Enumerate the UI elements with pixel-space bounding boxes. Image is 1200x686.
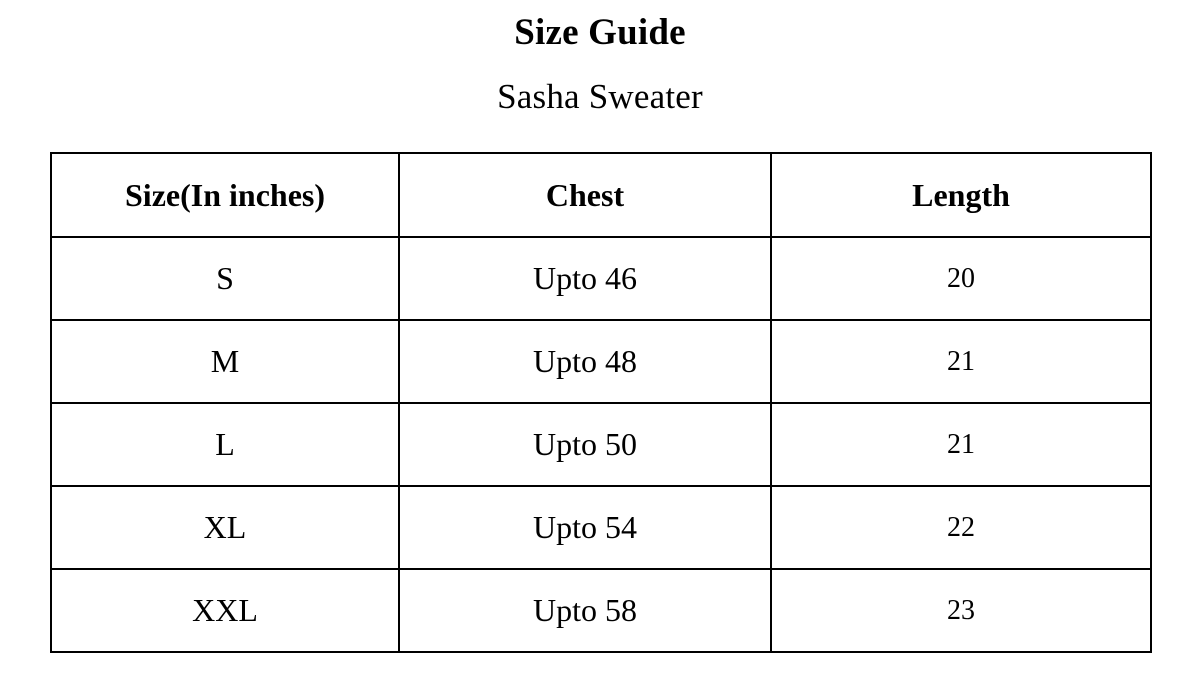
cell-length: 20 bbox=[771, 237, 1151, 320]
cell-length: 21 bbox=[771, 403, 1151, 486]
table-row bbox=[51, 237, 1151, 320]
table-row bbox=[51, 569, 1151, 652]
cell-size: M bbox=[51, 320, 399, 403]
cell-length: 21 bbox=[771, 320, 1151, 403]
product-name: Sasha Sweater bbox=[497, 77, 703, 116]
table-row bbox=[51, 320, 1151, 403]
column-header-length: Length bbox=[771, 153, 1151, 237]
table-body bbox=[51, 237, 1151, 652]
cell-chest: Upto 58 bbox=[399, 569, 771, 652]
cell-length: 22 bbox=[771, 486, 1151, 569]
cell-size: XL bbox=[51, 486, 399, 569]
column-header-chest: Chest bbox=[399, 153, 771, 237]
table-row bbox=[51, 403, 1151, 486]
cell-chest: Upto 54 bbox=[399, 486, 771, 569]
cell-size: XXL bbox=[51, 569, 399, 652]
cell-chest: Upto 48 bbox=[399, 320, 771, 403]
cell-size: L bbox=[51, 403, 399, 486]
cell-chest: Upto 50 bbox=[399, 403, 771, 486]
table-row bbox=[51, 486, 1151, 569]
size-table-container bbox=[50, 114, 1150, 653]
table-header-row bbox=[51, 153, 1151, 237]
cell-chest: Upto 46 bbox=[399, 237, 771, 320]
table-header bbox=[51, 153, 1151, 237]
cell-size: S bbox=[51, 237, 399, 320]
cell-length: 23 bbox=[771, 569, 1151, 652]
size-chart-table bbox=[50, 152, 1152, 653]
page-title: Size Guide bbox=[514, 12, 686, 53]
column-header-size: Size(In inches) bbox=[51, 153, 399, 237]
